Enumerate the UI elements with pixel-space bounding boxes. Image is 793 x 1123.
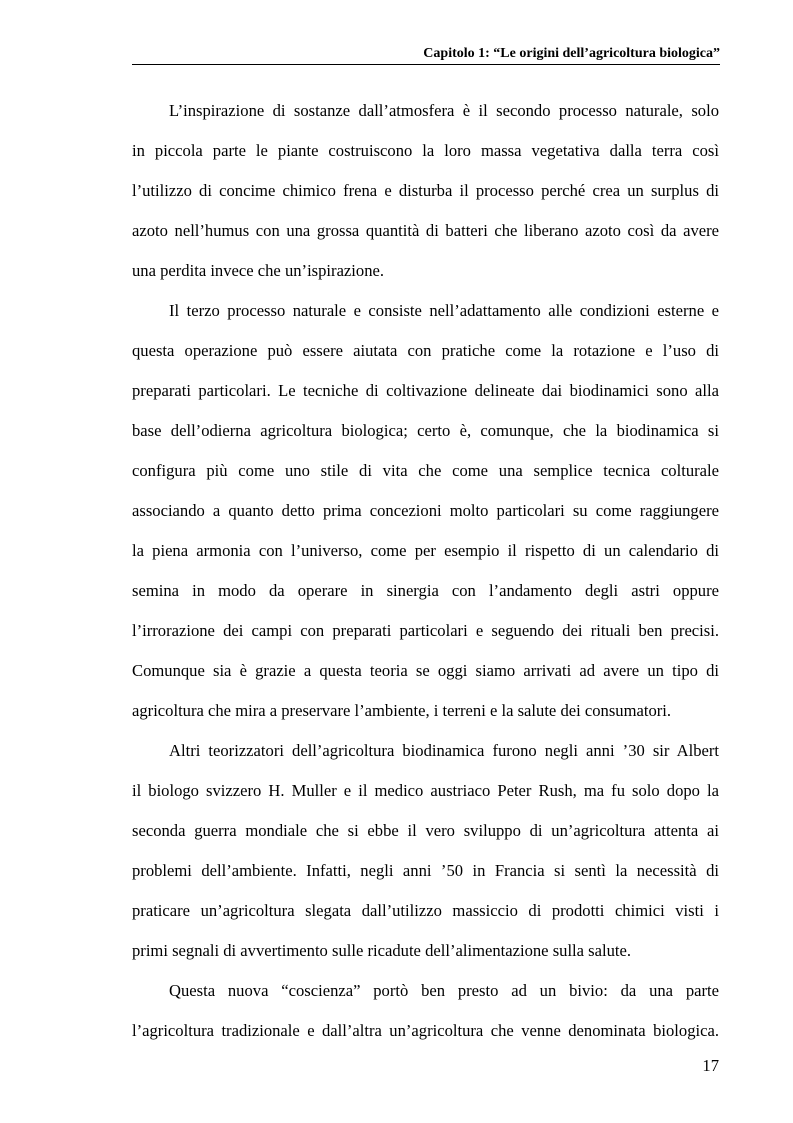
text-line: problemi dell’ambiente. Infatti, negli anni ’50 in Francia si sentì la necessità di <box>132 861 719 880</box>
running-header: Capitolo 1: “Le origini dell’agricoltura biologica” <box>423 46 720 61</box>
text-line: la piena armonia con l’universo, come per esempio il rispetto di un calendario di <box>132 541 719 560</box>
text-line: seconda guerra mondiale che si ebbe il vero sviluppo di un’agricoltura attenta ai <box>132 821 719 840</box>
text-line: preparati particolari. Le tecniche di coltivazione delineate dai biodinamici sono alla <box>132 381 719 400</box>
text-line: l’agricoltura tradizionale e dall’altra un’agricoltura che venne denominata biologica. <box>132 1021 719 1040</box>
text-line: il biologo svizzero H. Muller e il medico austriaco Peter Rush, ma fu solo dopo la <box>132 781 719 800</box>
text-line: questa operazione può essere aiutata con pratiche come la rotazione e l’uso di <box>132 341 719 360</box>
text-line: l’utilizzo di concime chimico frena e disturba il processo perché crea un surplus di <box>132 181 719 200</box>
text-line: praticare un’agricoltura slegata dall’utilizzo massiccio di prodotti chimici visti i <box>132 901 719 920</box>
text-line: L’inspirazione di sostanze dall’atmosfera è il secondo processo naturale, solo <box>169 101 719 120</box>
text-line: azoto nell’humus con una grossa quantità di batteri che liberano azoto così da avere <box>132 221 719 240</box>
text-line: primi segnali di avvertimento sulle ricadute dell’alimentazione sulla salute. <box>132 941 632 960</box>
text-line: configura più come uno stile di vita che come una semplice tecnica colturale <box>132 461 719 480</box>
text-line: in piccola parte le piante costruiscono la loro massa vegetativa dalla terra così <box>132 141 719 160</box>
text-line: una perdita invece che un’ispirazione. <box>132 261 385 280</box>
header-rule <box>132 64 720 65</box>
text-line: Altri teorizzatori dell’agricoltura biodinamica furono negli anni ’30 sir Albert <box>169 741 719 760</box>
text-line: semina in modo da operare in sinergia con l’andamento degli astri oppure <box>132 581 719 600</box>
text-line: Il terzo processo naturale e consiste nell’adattamento alle condizioni esterne e <box>169 301 719 320</box>
text-line: Questa nuova “coscienza” portò ben presto ad un bivio: da una parte <box>169 981 719 1000</box>
text-line: base dell’odierna agricoltura biologica; certo è, comunque, che la biodinamica si <box>132 421 719 440</box>
text-line: l’irrorazione dei campi con preparati particolari e seguendo dei rituali ben precisi. <box>132 621 719 640</box>
text-line: agricoltura che mira a preservare l’ambiente, i terreni e la salute dei consumatori. <box>132 701 672 720</box>
text-line: associando a quanto detto prima concezioni molto particolari su come raggiungere <box>132 501 719 520</box>
page-number: 17 <box>702 1056 719 1075</box>
body-text <box>132 91 719 1051</box>
text-line: Comunque sia è grazie a questa teoria se oggi siamo arrivati ad avere un tipo di <box>132 661 719 680</box>
